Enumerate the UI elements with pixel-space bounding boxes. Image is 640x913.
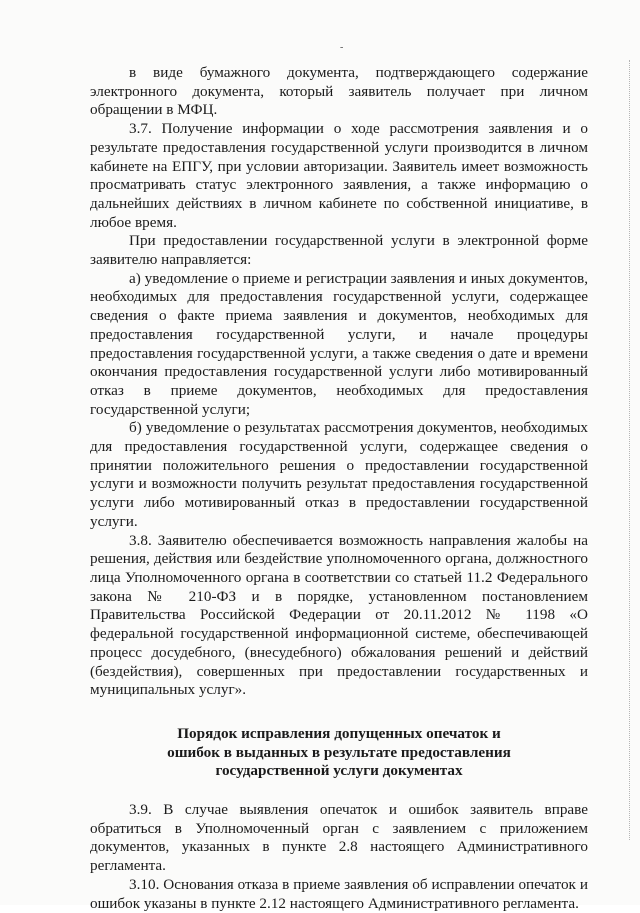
paragraph-electronic-form: При предоставлении государственной услуги в электронной форме заявителю направляется: [90, 232, 588, 269]
section-heading: Порядок исправления допущенных опечаток и ошибок в выданных в результате предоставления государственной услуги документах [167, 724, 511, 780]
paragraph-3-9: 3.9. В случае выявления опечаток и ошибок заявитель вправе обратиться в Уполномоченный орган с заявлением с приложением документов, указанных в пункте 2.8 настоящего Административного регламента. [90, 801, 588, 875]
paragraph-item-a: а) уведомление о приеме и регистрации заявления и иных документов, необходимых для предоставления государственной услуги, содержащее сведения о факте приема заявления и документов, необходимых для предоставления государственной услуги, и начале процедуры предоставления государственной услуги, а также сведения о дате и времени окончания предоставления государственной услуги либо мотивированный отказ в приеме документов, необходимых для предоставления государственной услуги; [90, 269, 588, 418]
paragraph-3-8: 3.8. Заявителю обеспечивается возможность направления жалобы на решения, действия или бездействие уполномоченного органа, должностного лица Уполномоченного органа в соответствии со статьей 11.2 Федерального закона № 210-ФЗ и в порядке, установленном постановлением Правительства Российской Федерации от 20.11.2012 № 1198 «О федеральной государственной информационной системе, обеспечивающей процесс досудебного, (внесудебного) обжалования решений и действий (бездействия), совершенных при предоставлении государственных и муниципальных услуг». [90, 531, 588, 699]
paragraph-3-10: 3.10. Основания отказа в приеме заявления об исправлении опечаток и ошибок указаны в пункте 2.12 настоящего Административного регламента. [90, 875, 588, 912]
page-mark: - [340, 42, 344, 53]
scan-edge-line [628, 60, 630, 840]
paragraph-item-b: б) уведомление о результатах рассмотрения документов, необходимых для предоставления государственной услуги, содержащее сведения о принятии положительного решения о предоставлении государственной услуги и возможности получить результат предоставления государственной услуги либо мотивированный отказ в предоставлении государственной услуги. [90, 419, 588, 530]
paragraph-continuation: в виде бумажного документа, подтверждающего содержание электронного документа, который заявитель получает при личном обращении в МФЦ. [90, 64, 588, 119]
paragraph-3-7: 3.7. Получение информации о ходе рассмотрения заявления и о результате предоставления государственной услуги производится в личном кабинете на ЕПГУ, при условии авторизации. Заявитель имеет возможность просматривать статус электронного заявления, а также информацию о дальнейших действиях в личном кабинете по собственной инициативе, в любое время. [90, 120, 588, 231]
document-body [90, 64, 588, 913]
